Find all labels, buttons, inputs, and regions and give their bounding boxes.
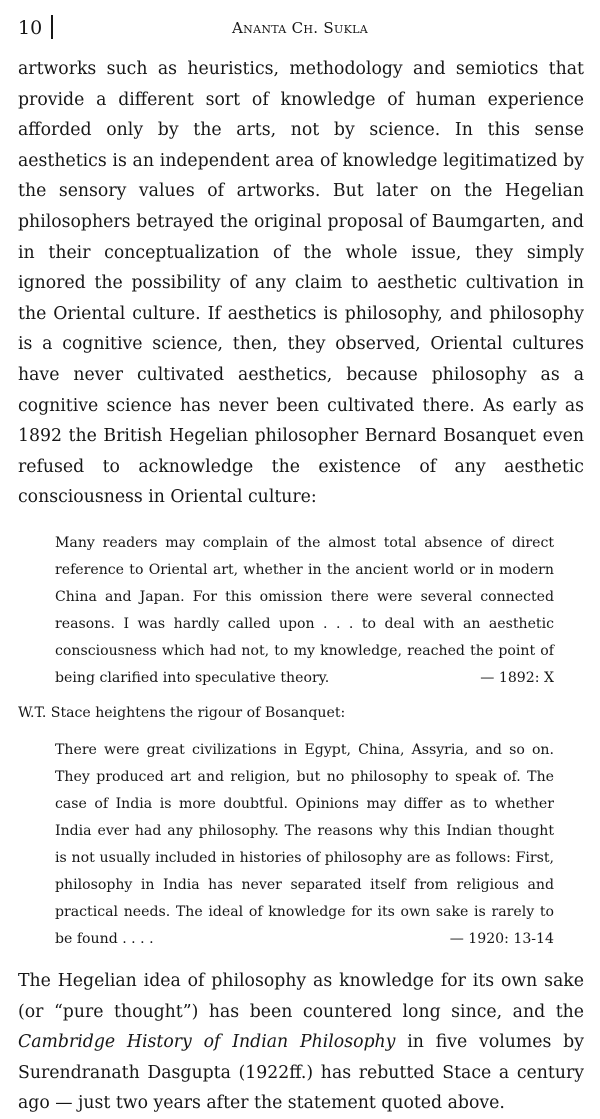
running-head: Ananta Ch. Sukla <box>232 19 368 37</box>
quote-text: Many readers may complain of the almost total absence of direct reference to Oriental art, whether in the ancient world or in modern China and Japan. For this omission there were several connected reasons. I was hardly called upon . . . to deal with an aesthetic consciousness which had not, to my knowledge, reached the point of being clarified into speculative theory. <box>55 534 554 686</box>
paragraph-stace-intro: W.T. Stace heightens the rigour of Bosanquet: <box>18 704 346 721</box>
block-quote-stace <box>55 737 554 953</box>
book-title: Cambridge History of Indian Philosophy <box>18 1032 396 1053</box>
paragraph-intro: artworks such as heuristics, methodology and semiotics that provide a different sort of knowledge of human experience afforded only by the arts, not by science. In this sense aesthetics is an independent area of knowledge legitimatized by the sensory values of artworks. But later on the Hegelian philosophers betrayed the original proposal of Baumgarten, and in their conceptualization of the whole issue, they simply ignored the possibility of any claim to aesthetic cultivation in the Oriental culture. If aesthetics is philosophy, and philosophy is a cognitive science, then, they observed, Oriental cultures have never cultivated aesthetics, because philosophy as a cognitive science has never been cultivated there. As early as 1892 the British Hegelian philosopher Bernard Bosanquet even refused to acknowledge the existence of any aesthetic consciousness in Oriental culture: <box>18 59 584 508</box>
page-body <box>18 54 584 1119</box>
conclusion-text-2: in five volumes by Surendranath Dasgupta (1922ff.) has rebutted Stace a century ago — just two years after the statement quoted above. <box>18 1032 584 1114</box>
quote-citation: — 1892: X <box>480 669 554 686</box>
page-number: 10 <box>18 17 43 39</box>
quote-citation: — 1920: 13-14 <box>449 930 554 947</box>
block-quote-bosanquet <box>55 530 554 692</box>
page-header <box>0 0 600 58</box>
quote-text: There were great civilizations in Egypt, China, Assyria, and so on. They produced art and religion, but no philosophy to speak of. The case of India is more doubtful. Opinions may differ as to whether India ever had any philosophy. The reasons why this Indian thought is not usually included in histories of philosophy are as follows: First, philosophy in India has never separated itself from religious and practical needs. The ideal of knowledge for its own sake is rarely to be found . . . . <box>55 741 554 947</box>
conclusion-text-1: The Hegelian idea of philosophy as knowledge for its own sake (or “pure thought”) has been countered long since, and the <box>18 970 584 1022</box>
paragraph-conclusion <box>18 966 584 1119</box>
